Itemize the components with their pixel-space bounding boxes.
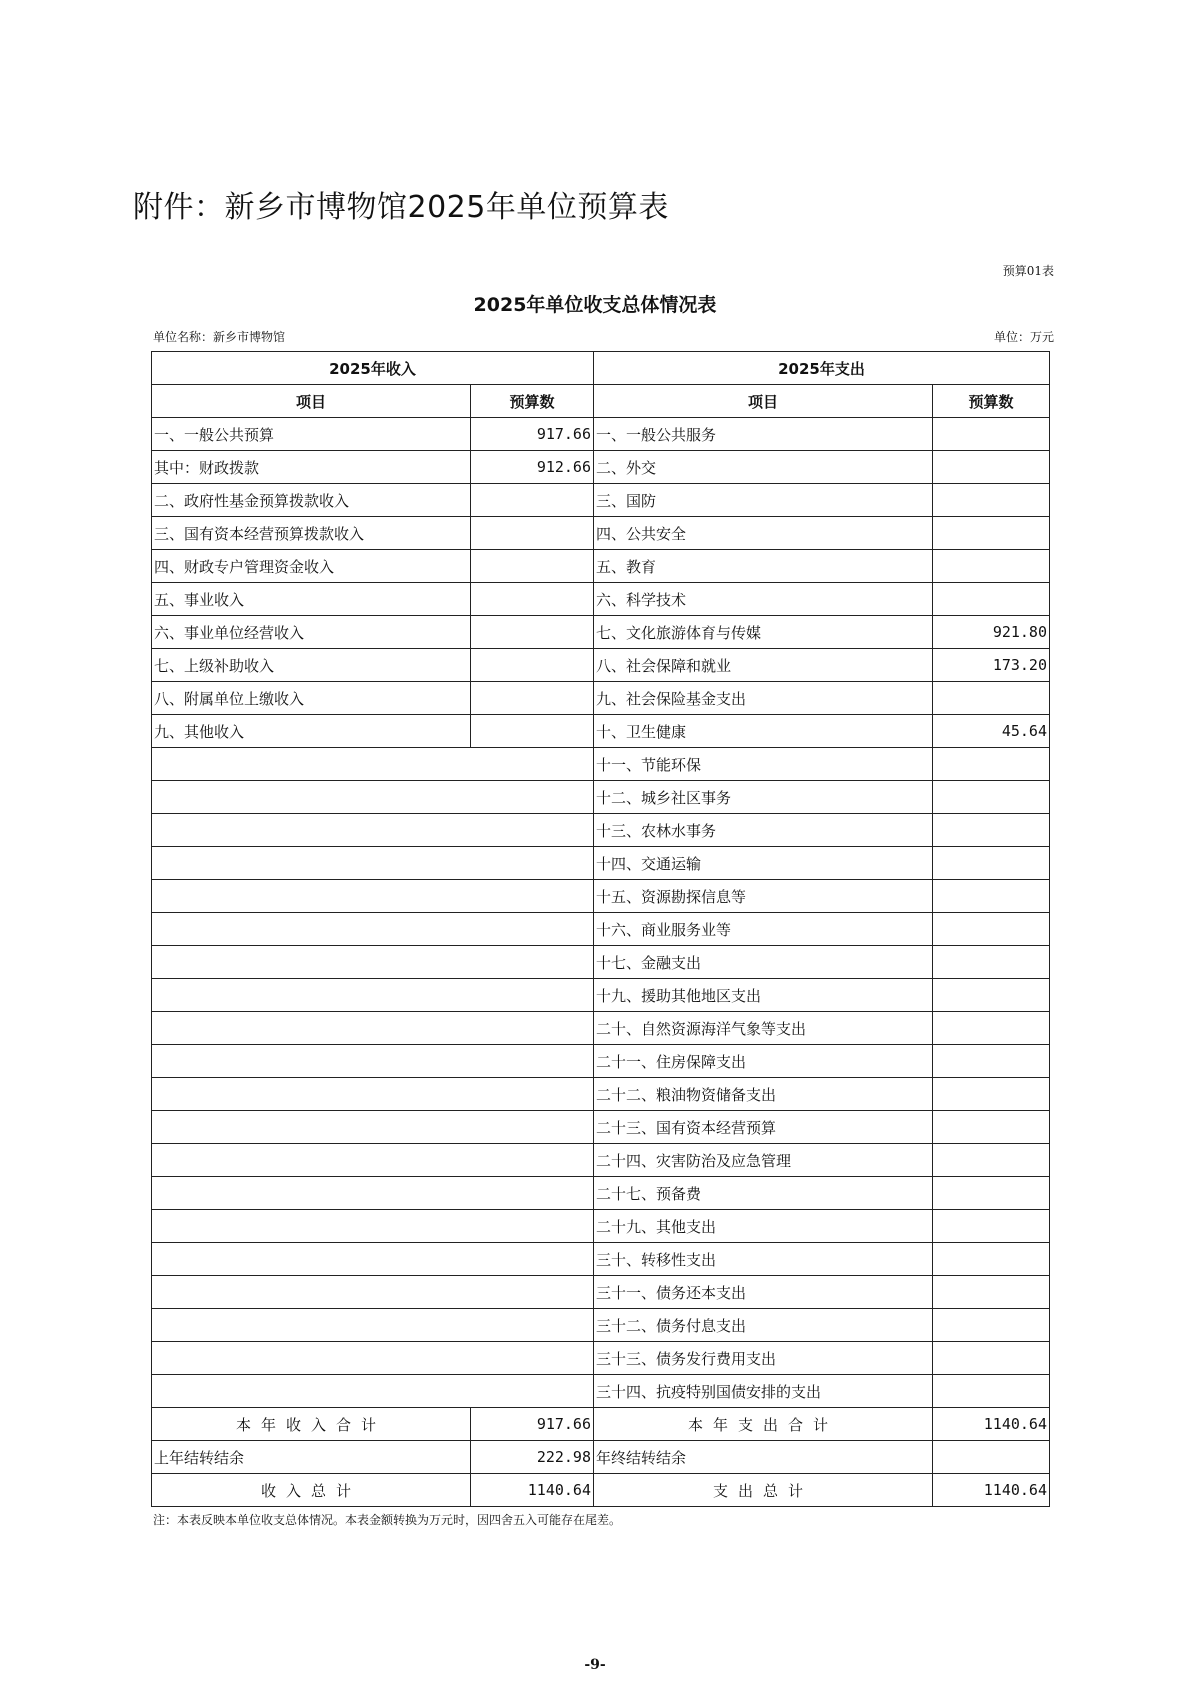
year-end-label: 年终结转结余 xyxy=(594,1441,933,1474)
table-row xyxy=(152,616,1050,649)
carryover-row xyxy=(152,1441,1050,1474)
expense-value xyxy=(933,418,1050,451)
expense-item: 十五、资源勘探信息等 xyxy=(594,880,933,913)
income-blank-cell xyxy=(152,1210,594,1243)
footnote: 注：本表反映本单位收支总体情况。本表金额转换为万元时，因四舍五入可能存在尾差。 xyxy=(153,1513,622,1527)
section-header-row xyxy=(152,352,1050,385)
year-expense-label: 本年支出合计 xyxy=(594,1408,933,1441)
table-row xyxy=(152,1012,1050,1045)
table-row xyxy=(152,1210,1050,1243)
income-blank-cell xyxy=(152,1177,594,1210)
table-row xyxy=(152,913,1050,946)
expense-item: 十九、援助其他地区支出 xyxy=(594,979,933,1012)
expense-item: 二十二、粮油物资储备支出 xyxy=(594,1078,933,1111)
table-row xyxy=(152,979,1050,1012)
table-row xyxy=(152,748,1050,781)
expense-item: 二十九、其他支出 xyxy=(594,1210,933,1243)
expense-value xyxy=(933,847,1050,880)
expense-item: 三十二、债务付息支出 xyxy=(594,1309,933,1342)
expense-item: 二十七、预备费 xyxy=(594,1177,933,1210)
table-row xyxy=(152,649,1050,682)
expense-item: 二十四、灾害防治及应急管理 xyxy=(594,1144,933,1177)
unit-name: 单位名称：新乡市博物馆 xyxy=(153,330,286,344)
expense-item: 六、科学技术 xyxy=(594,583,933,616)
expense-value xyxy=(933,484,1050,517)
table-row xyxy=(152,1276,1050,1309)
income-blank-cell xyxy=(152,946,594,979)
income-item: 七、上级补助收入 xyxy=(152,649,471,682)
income-blank-cell xyxy=(152,1045,594,1078)
expense-item-column-header: 项目 xyxy=(594,385,933,418)
income-blank-cell xyxy=(152,1012,594,1045)
table-row xyxy=(152,1375,1050,1408)
page-number: -9- xyxy=(584,1657,606,1673)
income-total-label: 收入总计 xyxy=(152,1474,471,1507)
income-value xyxy=(471,484,594,517)
income-blank-cell xyxy=(152,1276,594,1309)
year-expense-value: 1140.64 xyxy=(933,1408,1050,1441)
income-item: 其中：财政拨款 xyxy=(152,451,471,484)
expense-value xyxy=(933,913,1050,946)
expense-value: 173.20 xyxy=(933,649,1050,682)
income-item-column-header: 项目 xyxy=(152,385,471,418)
expense-value xyxy=(933,1309,1050,1342)
expense-budget-column-header: 预算数 xyxy=(933,385,1050,418)
expense-value xyxy=(933,748,1050,781)
expense-value xyxy=(933,814,1050,847)
income-blank-cell xyxy=(152,880,594,913)
expense-item: 十三、农林水事务 xyxy=(594,814,933,847)
expense-item: 十六、商业服务业等 xyxy=(594,913,933,946)
expense-item: 十七、金融支出 xyxy=(594,946,933,979)
income-value xyxy=(471,583,594,616)
table-row xyxy=(152,1342,1050,1375)
year-total-row xyxy=(152,1408,1050,1441)
table-row xyxy=(152,484,1050,517)
income-item: 九、其他收入 xyxy=(152,715,471,748)
income-blank-cell xyxy=(152,847,594,880)
table-row xyxy=(152,1144,1050,1177)
income-item: 一、一般公共预算 xyxy=(152,418,471,451)
table-row xyxy=(152,1111,1050,1144)
income-value xyxy=(471,616,594,649)
column-header-row xyxy=(152,385,1050,418)
expense-value xyxy=(933,880,1050,913)
budget-body xyxy=(152,418,1050,1507)
expense-value xyxy=(933,1045,1050,1078)
income-value: 912.66 xyxy=(471,451,594,484)
table-row xyxy=(152,550,1050,583)
expense-value xyxy=(933,550,1050,583)
expense-item: 二十一、住房保障支出 xyxy=(594,1045,933,1078)
expense-value xyxy=(933,1144,1050,1177)
expense-item: 三十、转移性支出 xyxy=(594,1243,933,1276)
income-blank-cell xyxy=(152,1111,594,1144)
expense-value xyxy=(933,1243,1050,1276)
income-blank-cell xyxy=(152,1342,594,1375)
expense-item: 三十一、债务还本支出 xyxy=(594,1276,933,1309)
income-blank-cell xyxy=(152,814,594,847)
document-title: 附件：新乡市博物馆2025年单位预算表 xyxy=(133,190,669,225)
income-item: 八、附属单位上缴收入 xyxy=(152,682,471,715)
table-row xyxy=(152,1045,1050,1078)
table-row xyxy=(152,1309,1050,1342)
income-item: 六、事业单位经营收入 xyxy=(152,616,471,649)
expense-value xyxy=(933,781,1050,814)
expense-item: 五、教育 xyxy=(594,550,933,583)
income-blank-cell xyxy=(152,781,594,814)
income-item: 五、事业收入 xyxy=(152,583,471,616)
expense-item: 三、国防 xyxy=(594,484,933,517)
budget-table xyxy=(151,351,1050,1507)
table-row xyxy=(152,1078,1050,1111)
table-row xyxy=(152,880,1050,913)
expense-value: 45.64 xyxy=(933,715,1050,748)
expense-value xyxy=(933,451,1050,484)
income-blank-cell xyxy=(152,1375,594,1408)
expense-item: 十四、交通运输 xyxy=(594,847,933,880)
table-row xyxy=(152,1243,1050,1276)
table-row xyxy=(152,1177,1050,1210)
income-value xyxy=(471,715,594,748)
table-row xyxy=(152,715,1050,748)
income-blank-cell xyxy=(152,1144,594,1177)
table-title: 2025年单位收支总体情况表 xyxy=(473,294,717,316)
year-income-label: 本年收入合计 xyxy=(152,1408,471,1441)
expense-total-label: 支出总计 xyxy=(594,1474,933,1507)
income-blank-cell xyxy=(152,748,594,781)
table-row xyxy=(152,583,1050,616)
carryover-value: 222.98 xyxy=(471,1441,594,1474)
expense-value xyxy=(933,1276,1050,1309)
table-row xyxy=(152,946,1050,979)
expense-value xyxy=(933,946,1050,979)
expense-item: 八、社会保障和就业 xyxy=(594,649,933,682)
expense-item: 四、公共安全 xyxy=(594,517,933,550)
expense-item: 七、文化旅游体育与传媒 xyxy=(594,616,933,649)
income-item: 二、政府性基金预算拨款收入 xyxy=(152,484,471,517)
expense-value xyxy=(933,1078,1050,1111)
income-blank-cell xyxy=(152,979,594,1012)
expense-value xyxy=(933,1375,1050,1408)
year-end-value xyxy=(933,1441,1050,1474)
income-value xyxy=(471,550,594,583)
income-value: 917.66 xyxy=(471,418,594,451)
expense-value xyxy=(933,1177,1050,1210)
expense-item: 三十三、债务发行费用支出 xyxy=(594,1342,933,1375)
amount-unit: 单位：万元 xyxy=(993,330,1054,344)
carryover-label: 上年结转结余 xyxy=(152,1441,471,1474)
expense-item: 十二、城乡社区事务 xyxy=(594,781,933,814)
table-row xyxy=(152,781,1050,814)
table-row xyxy=(152,517,1050,550)
expense-value xyxy=(933,1012,1050,1045)
form-code: 预算01表 xyxy=(1002,264,1054,278)
expense-total-value: 1140.64 xyxy=(933,1474,1050,1507)
expense-item: 三十四、抗疫特别国债安排的支出 xyxy=(594,1375,933,1408)
table-row xyxy=(152,451,1050,484)
table-row xyxy=(152,682,1050,715)
income-budget-column-header: 预算数 xyxy=(471,385,594,418)
year-income-value: 917.66 xyxy=(471,1408,594,1441)
expense-value xyxy=(933,1342,1050,1375)
expense-value xyxy=(933,1210,1050,1243)
income-value xyxy=(471,682,594,715)
expense-item: 九、社会保险基金支出 xyxy=(594,682,933,715)
income-total-value: 1140.64 xyxy=(471,1474,594,1507)
table-row xyxy=(152,847,1050,880)
table-row xyxy=(152,814,1050,847)
income-item: 三、国有资本经营预算拨款收入 xyxy=(152,517,471,550)
expense-header: 2025年支出 xyxy=(594,352,1050,385)
expense-item: 二十、自然资源海洋气象等支出 xyxy=(594,1012,933,1045)
expense-item: 十、卫生健康 xyxy=(594,715,933,748)
expense-value xyxy=(933,1111,1050,1144)
income-value xyxy=(471,649,594,682)
expense-item: 二、外交 xyxy=(594,451,933,484)
income-blank-cell xyxy=(152,913,594,946)
grand-total-row xyxy=(152,1474,1050,1507)
income-header: 2025年收入 xyxy=(152,352,594,385)
expense-value xyxy=(933,979,1050,1012)
expense-value xyxy=(933,517,1050,550)
expense-item: 二十三、国有资本经营预算 xyxy=(594,1111,933,1144)
expense-value: 921.80 xyxy=(933,616,1050,649)
income-blank-cell xyxy=(152,1243,594,1276)
income-blank-cell xyxy=(152,1309,594,1342)
income-blank-cell xyxy=(152,1078,594,1111)
table-row xyxy=(152,418,1050,451)
expense-item: 一、一般公共服务 xyxy=(594,418,933,451)
income-value xyxy=(471,517,594,550)
expense-value xyxy=(933,583,1050,616)
expense-item: 十一、节能环保 xyxy=(594,748,933,781)
expense-value xyxy=(933,682,1050,715)
income-item: 四、财政专户管理资金收入 xyxy=(152,550,471,583)
